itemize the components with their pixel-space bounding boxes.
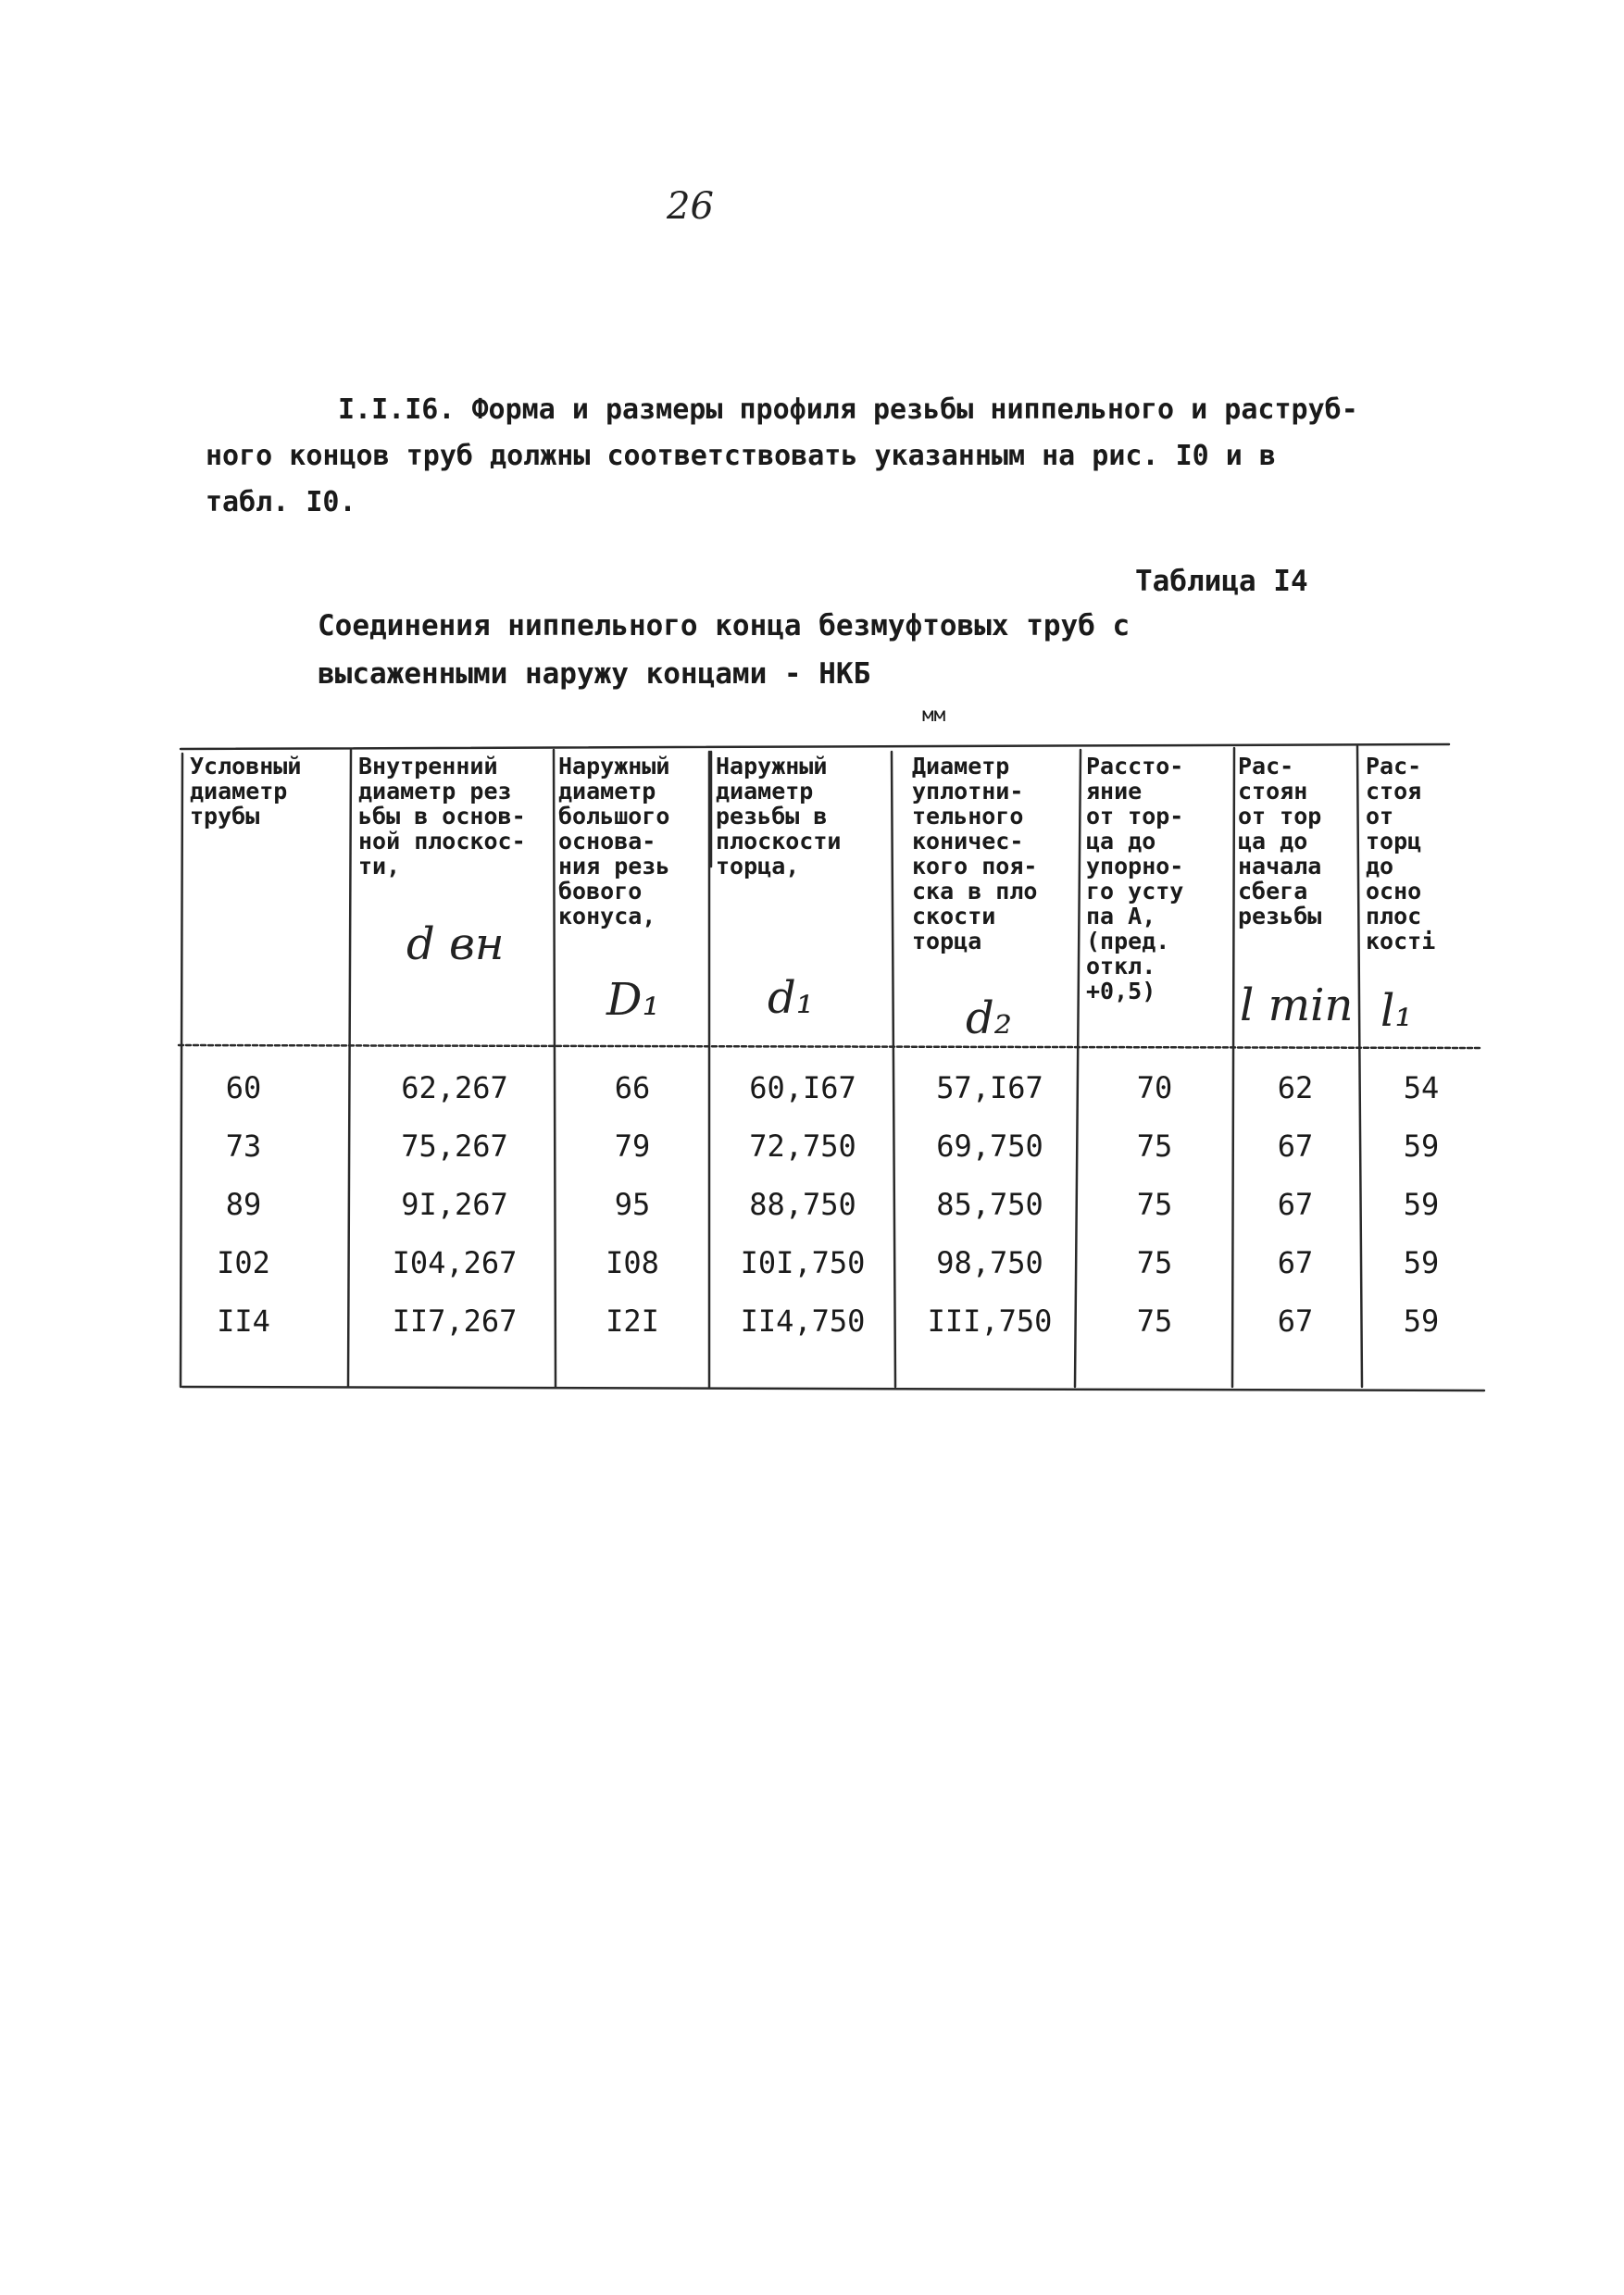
cell-shoulder-distance: 75 [1136,1187,1173,1222]
paragraph-line: ного концов труб должны соответствовать указанным на рис. I0 и в [206,440,1276,472]
col-header-distance-shoulder: Рассто- яние от тор- ца до упорно- го усту па А, (пред. откл. +0,5) [1086,753,1184,1004]
cell-inner-diameter: 9I,267 [401,1187,508,1222]
cell-nominal-diameter: 73 [225,1129,262,1164]
data-table [179,746,1486,1399]
cell-end-diameter: I0I,750 [740,1245,866,1280]
cell-base-diameter: 95 [614,1187,651,1222]
cell-l1: 59 [1403,1187,1440,1222]
col-header-outer-diameter-end: Наружный диаметр резьбы в плоскости торца, [716,753,842,879]
symbol-d2: d₂ [966,992,1012,1044]
cell-shoulder-distance: 75 [1136,1245,1173,1280]
cell-l1: 59 [1403,1303,1440,1339]
col-header-distance-base-plane: Рас- стоя от торц до осно плос кості [1366,753,1436,954]
symbol-d1: d₁ [768,972,814,1024]
cell-shoulder-distance: 75 [1136,1303,1173,1339]
cell-seal-diameter: III,750 [927,1303,1053,1339]
cell-lmin: 62 [1277,1070,1314,1105]
cell-end-diameter: 72,750 [749,1129,856,1164]
table-header-rule [179,1045,1480,1048]
cell-l1: 59 [1403,1245,1440,1280]
col-header-seal-diameter: Диаметр уплотни- тельного коничес- кого поя- ска в пло скости торца [912,753,1038,954]
cell-seal-diameter: 69,750 [936,1129,1043,1164]
col-header-distance-thread-runout: Рас- стоян от тор ца до начала сбега резьбы [1238,753,1322,929]
cell-end-diameter: 60,I67 [749,1070,856,1105]
paragraph-line: табл. I0. [206,486,356,518]
table-title-line: Соединения ниппельного конца безмуфтовых труб с [318,609,1131,642]
cell-lmin: 67 [1277,1245,1314,1280]
cell-seal-diameter: 98,750 [936,1245,1043,1280]
col-header-nominal-diameter: Условный диаметр трубы [190,753,302,829]
cell-lmin: 67 [1277,1303,1314,1339]
col-divider [892,752,895,1387]
table-title-line: высаженными наружу концами - НКБ [318,657,871,691]
table-bottom-rule [182,1387,1484,1391]
cell-base-diameter: 66 [614,1070,651,1105]
col-divider [1075,750,1081,1387]
cell-inner-diameter: 62,267 [401,1070,508,1105]
col-divider [1232,748,1234,1387]
cell-base-diameter: I08 [606,1245,659,1280]
cell-inner-diameter: I04,267 [392,1245,518,1280]
symbol-l1: l₁ [1380,985,1413,1037]
page-number: 26 [667,185,714,228]
symbol-D1: D₁ [606,974,660,1026]
symbol-l-min: l min [1240,979,1354,1031]
cell-end-diameter: II4,750 [740,1303,866,1339]
cell-nominal-diameter: 60 [225,1070,262,1105]
cell-inner-diameter: II7,267 [392,1303,518,1339]
col-header-outer-base-diameter: Наружный диаметр большого основа- ния резь бового конуса, [558,753,670,929]
cell-nominal-diameter: 89 [225,1187,262,1222]
units-label: мм [922,704,946,726]
cell-seal-diameter: 57,I67 [936,1070,1043,1105]
col-header-inner-diameter: Внутренний диаметр рез ьбы в основ- ной плоскос- ти, [358,753,526,879]
col-divider [348,750,351,1387]
table-label: Таблица I4 [1135,565,1308,598]
cell-lmin: 67 [1277,1129,1314,1164]
cell-end-diameter: 88,750 [749,1187,856,1222]
symbol-d-vn: d вн [406,918,505,970]
cell-l1: 59 [1403,1129,1440,1164]
cell-base-diameter: I2I [606,1303,659,1339]
cell-inner-diameter: 75,267 [401,1129,508,1164]
col-divider [554,750,556,1387]
cell-seal-diameter: 85,750 [936,1187,1043,1222]
cell-nominal-diameter: I02 [217,1245,270,1280]
cell-nominal-diameter: II4 [217,1303,270,1339]
table-top-rule [181,744,1449,749]
cell-l1: 54 [1403,1070,1440,1105]
cell-lmin: 67 [1277,1187,1314,1222]
cell-shoulder-distance: 75 [1136,1129,1173,1164]
col-divider [1357,746,1362,1387]
cell-shoulder-distance: 70 [1136,1070,1173,1105]
paragraph-1-1-16 [206,387,1428,526]
cell-base-diameter: 79 [614,1129,651,1164]
table-title [318,602,1130,698]
paragraph-line: I.I.I6. Форма и размеры профиля резьбы ниппельного и раструб- [338,393,1358,426]
